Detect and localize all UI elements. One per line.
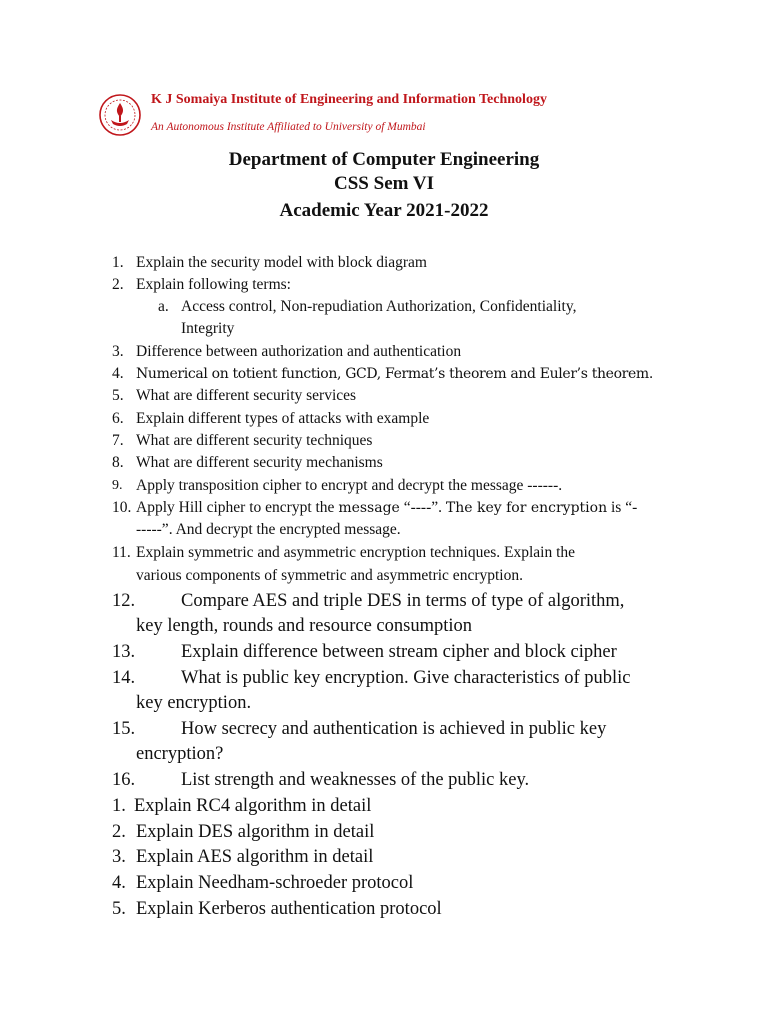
item-number: 3.	[112, 847, 126, 867]
somaiya-logo-icon	[98, 93, 142, 137]
item-number: 8.	[112, 454, 124, 471]
list-item	[0, 431, 768, 451]
list-item	[0, 297, 768, 317]
list-item	[0, 871, 768, 895]
item-text: Difference between authorization and authentication	[136, 343, 462, 360]
institute-name: K J Somaiya Institute of Engineering and Information Technology	[151, 92, 547, 107]
item-continuation: -----”. And decrypt the encrypted message.	[136, 521, 401, 538]
item-number: 3.	[112, 343, 124, 360]
item-text: Apply transposition cipher to encrypt and decrypt the message ------.	[136, 477, 563, 494]
item-text: Explain RC4 algorithm in detail	[134, 796, 372, 816]
list-item	[0, 498, 768, 518]
list-item	[0, 768, 768, 792]
item-text: Explain AES algorithm in detail	[136, 847, 374, 867]
item-text: List strength and weaknesses of the public key.	[181, 770, 530, 790]
list-item	[0, 717, 768, 741]
list-item	[0, 476, 768, 496]
item-number: 1.	[112, 796, 126, 816]
list-item	[0, 666, 768, 690]
academic-year-title: Academic Year 2021-2022	[279, 200, 489, 221]
item-number: 10.	[112, 499, 132, 516]
item-number: 5.	[112, 899, 126, 919]
item-number: 4.	[112, 873, 126, 893]
item-text: Compare AES and triple DES in terms of type of algorithm,	[181, 591, 625, 611]
item-text: What are different security techniques	[136, 432, 373, 449]
item-continuation: key encryption.	[136, 693, 252, 713]
item-text: How secrecy and authentication is achieved in public key	[181, 719, 607, 739]
list-item	[0, 409, 768, 429]
item-number: 11.	[112, 544, 131, 561]
item-text: Explain DES algorithm in detail	[136, 822, 375, 842]
list-item	[0, 364, 768, 384]
item-number: 16.	[112, 770, 136, 790]
list-item	[0, 253, 768, 273]
item-text: Access control, Non-repudiation Authorization, Confidentiality,	[181, 298, 577, 315]
item-text: Explain the security model with block diagram	[136, 254, 427, 271]
list-item	[0, 543, 768, 563]
item-number: 15.	[112, 719, 136, 739]
item-number: 13.	[112, 642, 136, 662]
item-text: Explain following terms:	[136, 276, 291, 293]
list-item	[0, 453, 768, 473]
item-text: Explain difference between stream cipher and block cipher	[181, 642, 617, 662]
institute-subtitle: An Autonomous Institute Affiliated to University of Mumbai	[151, 121, 426, 133]
item-continuation: encryption?	[136, 744, 224, 764]
course-title: CSS Sem VI	[334, 173, 434, 194]
item-text: Numerical on totient function, GCD, Fermat’s theorem and Euler’s theorem.	[136, 366, 653, 382]
item-number: 9.	[112, 478, 123, 493]
list-item	[0, 386, 768, 406]
list-item	[0, 342, 768, 362]
list-item	[0, 820, 768, 844]
item-text: Explain different types of attacks with example	[136, 410, 430, 427]
item-text: What is public key encryption. Give characteristics of public	[181, 668, 631, 688]
list-item	[0, 275, 768, 295]
item-number: 4.	[112, 365, 124, 382]
list-item	[0, 897, 768, 921]
item-number: 6.	[112, 410, 124, 427]
item-number: 14.	[112, 668, 136, 688]
item-text: Explain Needham-schroeder protocol	[136, 873, 414, 893]
list-item	[0, 794, 768, 818]
item-number: 12.	[112, 591, 136, 611]
item-number: 5.	[112, 387, 124, 404]
item-continuation: various components of symmetric and asymmetric encryption.	[136, 567, 523, 584]
item-text: Explain Kerberos authentication protocol	[136, 899, 442, 919]
item-text: What are different security services	[136, 387, 357, 404]
item-continuation: key length, rounds and resource consumption	[136, 616, 473, 636]
item-text: What are different security mechanisms	[136, 454, 383, 471]
item-number: 1.	[112, 254, 124, 271]
list-item	[0, 845, 768, 869]
item-text: Explain symmetric and asymmetric encryption techniques. Explain the	[136, 544, 576, 561]
item-number: 7.	[112, 432, 124, 449]
item-letter: a.	[158, 298, 169, 315]
item-continuation: Integrity	[181, 320, 235, 337]
item-text: Apply Hill cipher to encrypt the message “----”. The key for encryption is “-	[136, 499, 638, 516]
list-item	[0, 640, 768, 664]
list-item	[0, 589, 768, 613]
item-number: 2.	[112, 276, 124, 293]
item-number: 2.	[112, 822, 126, 842]
department-title: Department of Computer Engineering	[228, 149, 540, 170]
